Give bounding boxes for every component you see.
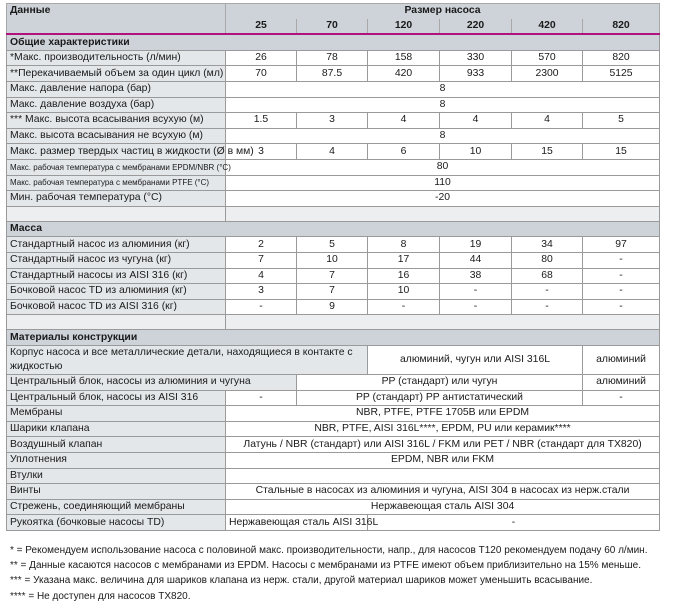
value-cell: алюминий [583, 374, 660, 390]
size-col-70: 70 [297, 19, 368, 35]
header-row [7, 4, 660, 19]
value-cell: 4 [226, 268, 297, 284]
table-row [7, 452, 660, 468]
value-cell: - [583, 390, 660, 406]
table-row [7, 499, 660, 515]
size-col-120: 120 [368, 19, 440, 35]
value-cell: 10 [297, 252, 368, 268]
row-label: Макс. давление напора (бар) [7, 81, 226, 97]
row-label: Центральный блок, насосы из AISI 316 [7, 390, 226, 406]
table-row [7, 468, 660, 484]
value-cell: - [583, 268, 660, 284]
value-cell: 330 [440, 50, 512, 66]
row-label: Рукоятка (бочковые насосы TD) [7, 515, 226, 531]
value-cell: 8 [368, 237, 440, 253]
table-row [7, 81, 660, 97]
footnote: *** = Указана макс. величина для шариков клапана из нерж. стали, другой материал шариков может уменьшить всасывание. [10, 575, 593, 587]
value-cell: -20 [226, 191, 660, 207]
row-label: Стандартный насос из алюминия (кг) [7, 237, 226, 253]
value-cell: 16 [368, 268, 440, 284]
value-cell: 3 [226, 284, 297, 300]
value-cell: 34 [512, 237, 583, 253]
size-col-25: 25 [226, 19, 297, 35]
table-row [7, 128, 660, 144]
table-row [7, 113, 660, 129]
value-cell: - [368, 299, 440, 315]
table-row [7, 237, 660, 253]
spacer-cell [7, 206, 226, 221]
value-cell: 4 [512, 113, 583, 129]
value-cell: 44 [440, 252, 512, 268]
value-cell: EPDM, NBR или FKM [226, 452, 660, 468]
value-cell: 1.5 [226, 113, 297, 129]
value-cell: 4 [297, 144, 368, 160]
pump-size-header: Размер насоса [226, 4, 660, 19]
value-cell: 110 [226, 175, 660, 191]
table-row [7, 97, 660, 113]
row-label: *Макс. производительность (л/мин) [7, 50, 226, 66]
value-cell: Латунь / NBR (стандарт) или AISI 316L / FKM или PET / NBR (стандарт для TX820) [226, 437, 660, 453]
value-cell: 8 [226, 97, 660, 113]
section-header [7, 34, 660, 50]
value-cell: 80 [226, 159, 660, 175]
value-cell: NBR, PTFE, PTFE 1705B или EPDM [226, 406, 660, 422]
value-cell: 68 [512, 268, 583, 284]
value-cell: 3 [226, 144, 297, 160]
table-row [7, 421, 660, 437]
table-row [7, 390, 660, 406]
table-row [7, 299, 660, 315]
table-row [7, 66, 660, 82]
footnote: * = Рекомендуем использование насоса с половиной макс. производительности, напр., для насосов T120 рекомендуем подачу 60 л/мин. [10, 545, 648, 556]
value-cell: 17 [368, 252, 440, 268]
pump-spec-table [6, 3, 660, 531]
value-cell: 7 [297, 284, 368, 300]
value-cell: 19 [440, 237, 512, 253]
value-cell: 4 [440, 113, 512, 129]
row-label: Стандартный насосы из AISI 316 (кг) [7, 268, 226, 284]
value-cell: 4 [368, 113, 440, 129]
table-row [7, 515, 660, 531]
row-label: Макс. рабочая температура с мембранами EPDM/NBR (°C) [7, 159, 226, 175]
table-row [7, 374, 660, 390]
size-col-420: 420 [512, 19, 583, 35]
value-cell: - [226, 390, 297, 406]
table-row [7, 484, 660, 500]
value-cell: 820 [583, 50, 660, 66]
value-cell: 2300 [512, 66, 583, 82]
table-row [7, 252, 660, 268]
value-cell: - [583, 252, 660, 268]
row-label: Бочковой насос TD из алюминия (кг) [7, 284, 226, 300]
section-title: Материалы конструкции [7, 330, 660, 346]
value-cell: 70 [226, 66, 297, 82]
value-cell: - [368, 515, 660, 531]
row-label: Корпус насоса и все металлические детали, находящиеся в контакте с жидкостью [7, 345, 368, 374]
value-cell: 7 [297, 268, 368, 284]
spacer-cell [226, 206, 660, 221]
value-cell: PP (стандарт) PP антистатический [297, 390, 583, 406]
table-row [7, 159, 660, 175]
row-label: Мембраны [7, 406, 226, 422]
row-label: Макс. высота всасывания не всухую (м) [7, 128, 226, 144]
spacer-cell [7, 315, 226, 330]
table-row [7, 144, 660, 160]
row-label: Стрежень, соединяющий мембраны [7, 499, 226, 515]
row-label: Уплотнения [7, 452, 226, 468]
value-cell: - [440, 284, 512, 300]
value-cell: - [583, 299, 660, 315]
row-label: Шарики клапана [7, 421, 226, 437]
value-cell: 10 [368, 284, 440, 300]
value-cell: 8 [226, 81, 660, 97]
spacer-cell [226, 315, 660, 330]
value-cell: 38 [440, 268, 512, 284]
spacer-row [7, 315, 660, 330]
row-label: Втулки [7, 468, 226, 484]
header-spacer [7, 19, 226, 35]
value-cell: 3 [297, 113, 368, 129]
value-cell: 933 [440, 66, 512, 82]
value-cell: 5 [583, 113, 660, 129]
value-cell: 10 [440, 144, 512, 160]
row-label: Центральный блок, насосы из алюминия и чугуна [7, 374, 297, 390]
row-label: Макс. рабочая температура с мембранами PTFE (°C) [7, 175, 226, 191]
table-row [7, 50, 660, 66]
value-cell: - [583, 284, 660, 300]
table-row [7, 406, 660, 422]
table-row [7, 268, 660, 284]
size-col-820: 820 [583, 19, 660, 35]
value-cell: Нержавеющая сталь AISI 304 [226, 499, 660, 515]
value-cell: - [226, 299, 297, 315]
section-title: Масса [7, 221, 660, 237]
section-header [7, 221, 660, 237]
data-header: Данные [7, 4, 226, 19]
value-cell: 26 [226, 50, 297, 66]
value-cell: 87.5 [297, 66, 368, 82]
value-cell: 80 [512, 252, 583, 268]
value-cell: NBR, PTFE, AISI 316L****, EPDM, PU или керамик**** [226, 421, 660, 437]
table-row [7, 437, 660, 453]
table-row [7, 345, 660, 374]
value-cell: 9 [297, 299, 368, 315]
value-cell: Нержавеющая сталь AISI 316L [226, 515, 368, 531]
value-cell: - [440, 299, 512, 315]
row-label: Воздушный клапан [7, 437, 226, 453]
row-label: Макс. давление воздуха (бар) [7, 97, 226, 113]
value-cell: 97 [583, 237, 660, 253]
section-title: Общие характеристики [7, 34, 660, 50]
value-cell: 2 [226, 237, 297, 253]
value-cell: алюминий, чугун или AISI 316L [368, 345, 583, 374]
value-cell: 420 [368, 66, 440, 82]
table-row [7, 191, 660, 207]
row-label: Стандартный насос из чугуна (кг) [7, 252, 226, 268]
section-header [7, 330, 660, 346]
footnote: **** = Не доступен для насосов TX820. [10, 590, 191, 602]
value-cell: 7 [226, 252, 297, 268]
size-col-220: 220 [440, 19, 512, 35]
value-cell: 15 [583, 144, 660, 160]
value-cell: 158 [368, 50, 440, 66]
table-row [7, 284, 660, 300]
row-label: **Перекачиваемый объем за один цикл (мл) [7, 66, 226, 82]
value-cell: 15 [512, 144, 583, 160]
spacer-row [7, 206, 660, 221]
value-cell: Стальные в насосах из алюминия и чугуна, AISI 304 в насосах из нерж.стали [226, 484, 660, 500]
row-label: Винты [7, 484, 226, 500]
value-cell: алюминий [583, 345, 660, 374]
value-cell: 570 [512, 50, 583, 66]
table-row [7, 175, 660, 191]
row-label: Макс. размер твердых частиц в жидкости (Ø в мм) [7, 144, 226, 160]
value-cell: 6 [368, 144, 440, 160]
row-label: *** Макс. высота всасывания всухую (м) [7, 113, 226, 129]
value-cell: - [512, 299, 583, 315]
row-label: Бочковой насос TD из AISI 316 (кг) [7, 299, 226, 315]
value-cell: 5 [297, 237, 368, 253]
value-cell: PP (стандарт) или чугун [297, 374, 583, 390]
value-cell [226, 468, 660, 484]
value-cell: 8 [226, 128, 660, 144]
value-cell: 78 [297, 50, 368, 66]
size-row [7, 19, 660, 35]
footnote: ** = Данные касаются насосов с мембранами из EPDM. Насосы с мембранами из PTFE имеют объем приблизительно на 15% меньше. [10, 560, 641, 572]
row-label: Мин. рабочая температура (°C) [7, 191, 226, 207]
value-cell: - [512, 284, 583, 300]
footnotes [10, 543, 647, 604]
value-cell: 5125 [583, 66, 660, 82]
